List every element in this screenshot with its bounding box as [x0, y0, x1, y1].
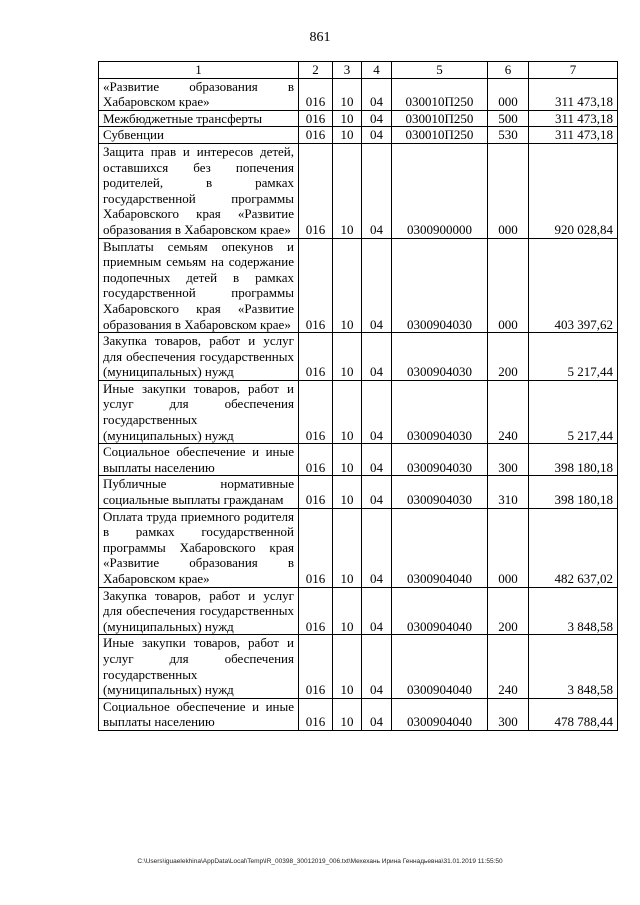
subsection-code: 04 — [362, 238, 392, 333]
amount: 398 180,18 — [529, 476, 618, 508]
column-header: 4 — [362, 62, 392, 79]
row-name: Социальное обеспечение и иные выплаты населению — [99, 444, 299, 476]
row-name: Субвенции — [99, 127, 299, 144]
column-header: 6 — [488, 62, 529, 79]
table-row — [99, 587, 618, 635]
table-row — [99, 143, 618, 238]
grbs-code: 016 — [299, 698, 333, 730]
table-row — [99, 508, 618, 587]
section-code: 10 — [333, 143, 362, 238]
row-name: Межбюджетные трансферты — [99, 110, 299, 127]
row-name: Закупка товаров, работ и услуг для обеспечения государственных (муниципальных) нужд — [99, 333, 299, 381]
row-name: Иные закупки товаров, работ и услуг для обеспечения государственных (муниципальных) нужд — [99, 380, 299, 443]
column-header: 5 — [392, 62, 488, 79]
table-row — [99, 444, 618, 476]
column-header: 3 — [333, 62, 362, 79]
amount: 403 397,62 — [529, 238, 618, 333]
expense-type-code: 500 — [488, 110, 529, 127]
target-article-code: 0300904030 — [392, 238, 488, 333]
amount: 5 217,44 — [529, 380, 618, 443]
amount: 311 473,18 — [529, 127, 618, 144]
grbs-code: 016 — [299, 508, 333, 587]
amount: 5 217,44 — [529, 333, 618, 381]
subsection-code: 04 — [362, 110, 392, 127]
section-code: 10 — [333, 78, 362, 110]
row-name: Иные закупки товаров, работ и услуг для обеспечения государственных (муниципальных) нужд — [99, 635, 299, 698]
expense-type-code: 530 — [488, 127, 529, 144]
expense-type-code: 000 — [488, 78, 529, 110]
grbs-code: 016 — [299, 476, 333, 508]
section-code: 10 — [333, 110, 362, 127]
row-name: Закупка товаров, работ и услуг для обеспечения государственных (муниципальных) нужд — [99, 587, 299, 635]
section-code: 10 — [333, 698, 362, 730]
target-article-code: 0300904030 — [392, 333, 488, 381]
expense-type-code: 000 — [488, 143, 529, 238]
section-code: 10 — [333, 476, 362, 508]
expense-type-code: 000 — [488, 508, 529, 587]
subsection-code: 04 — [362, 508, 392, 587]
grbs-code: 016 — [299, 127, 333, 144]
table-row — [99, 698, 618, 730]
table-row — [99, 127, 618, 144]
row-name: Социальное обеспечение и иные выплаты населению — [99, 698, 299, 730]
table-row — [99, 78, 618, 110]
column-header: 7 — [529, 62, 618, 79]
grbs-code: 016 — [299, 143, 333, 238]
expense-type-code: 240 — [488, 635, 529, 698]
grbs-code: 016 — [299, 587, 333, 635]
table-row — [99, 476, 618, 508]
grbs-code: 016 — [299, 444, 333, 476]
target-article-code: 030010П250 — [392, 127, 488, 144]
table-row — [99, 635, 618, 698]
target-article-code: 0300904040 — [392, 698, 488, 730]
section-code: 10 — [333, 508, 362, 587]
subsection-code: 04 — [362, 333, 392, 381]
subsection-code: 04 — [362, 143, 392, 238]
section-code: 10 — [333, 333, 362, 381]
table-row — [99, 333, 618, 381]
amount: 311 473,18 — [529, 78, 618, 110]
row-name: Выплаты семьям опекунов и приемным семьям на содержание подопечных детей в рамках государственной программы Хабаровского края «Развитие образования в Хабаровском крае» — [99, 238, 299, 333]
target-article-code: 0300904030 — [392, 444, 488, 476]
row-name: Оплата труда приемного родителя в рамках государственной программы Хабаровского края «Развитие образования в Хабаровском крае» — [99, 508, 299, 587]
subsection-code: 04 — [362, 635, 392, 698]
expense-type-code: 200 — [488, 333, 529, 381]
target-article-code: 0300904030 — [392, 380, 488, 443]
amount: 398 180,18 — [529, 444, 618, 476]
table-row — [99, 110, 618, 127]
page-number: 861 — [309, 30, 331, 45]
section-code: 10 — [333, 635, 362, 698]
amount: 482 637,02 — [529, 508, 618, 587]
section-code: 10 — [333, 127, 362, 144]
grbs-code: 016 — [299, 238, 333, 333]
subsection-code: 04 — [362, 380, 392, 443]
target-article-code: 0300904040 — [392, 587, 488, 635]
expense-type-code: 240 — [488, 380, 529, 443]
section-code: 10 — [333, 380, 362, 443]
grbs-code: 016 — [299, 380, 333, 443]
amount: 3 848,58 — [529, 587, 618, 635]
amount: 3 848,58 — [529, 635, 618, 698]
expense-type-code: 300 — [488, 698, 529, 730]
amount: 920 028,84 — [529, 143, 618, 238]
row-name: Защита прав и интересов детей, оставшихся без попечения родителей, в рамках государственной программы Хабаровского края «Развитие образования в Хабаровском крае» — [99, 143, 299, 238]
target-article-code: 030010П250 — [392, 78, 488, 110]
amount: 311 473,18 — [529, 110, 618, 127]
target-article-code: 0300904040 — [392, 635, 488, 698]
section-code: 10 — [333, 238, 362, 333]
grbs-code: 016 — [299, 110, 333, 127]
section-code: 10 — [333, 444, 362, 476]
row-name: «Развитие образования в Хабаровском крае» — [99, 78, 299, 110]
grbs-code: 016 — [299, 333, 333, 381]
expense-type-code: 200 — [488, 587, 529, 635]
subsection-code: 04 — [362, 476, 392, 508]
footer-file-path: C:\Users\iguaelekhina\AppData\Local\Temp\IR_00398_30012019_006.txt\Мехехань Ирина Геннадьевна\31.01.2019 11:55:50 — [137, 858, 503, 865]
row-name: Публичные нормативные социальные выплаты гражданам — [99, 476, 299, 508]
target-article-code: 030010П250 — [392, 110, 488, 127]
table-row — [99, 238, 618, 333]
subsection-code: 04 — [362, 698, 392, 730]
column-header: 2 — [299, 62, 333, 79]
table-row — [99, 380, 618, 443]
target-article-code: 0300904030 — [392, 476, 488, 508]
target-article-code: 0300904040 — [392, 508, 488, 587]
column-header: 1 — [99, 62, 299, 79]
grbs-code: 016 — [299, 78, 333, 110]
expense-type-code: 300 — [488, 444, 529, 476]
expense-type-code: 310 — [488, 476, 529, 508]
budget-table — [98, 61, 618, 731]
subsection-code: 04 — [362, 587, 392, 635]
expense-type-code: 000 — [488, 238, 529, 333]
subsection-code: 04 — [362, 127, 392, 144]
grbs-code: 016 — [299, 635, 333, 698]
subsection-code: 04 — [362, 444, 392, 476]
amount: 478 788,44 — [529, 698, 618, 730]
table-header-row — [99, 62, 618, 79]
target-article-code: 0300900000 — [392, 143, 488, 238]
section-code: 10 — [333, 587, 362, 635]
subsection-code: 04 — [362, 78, 392, 110]
